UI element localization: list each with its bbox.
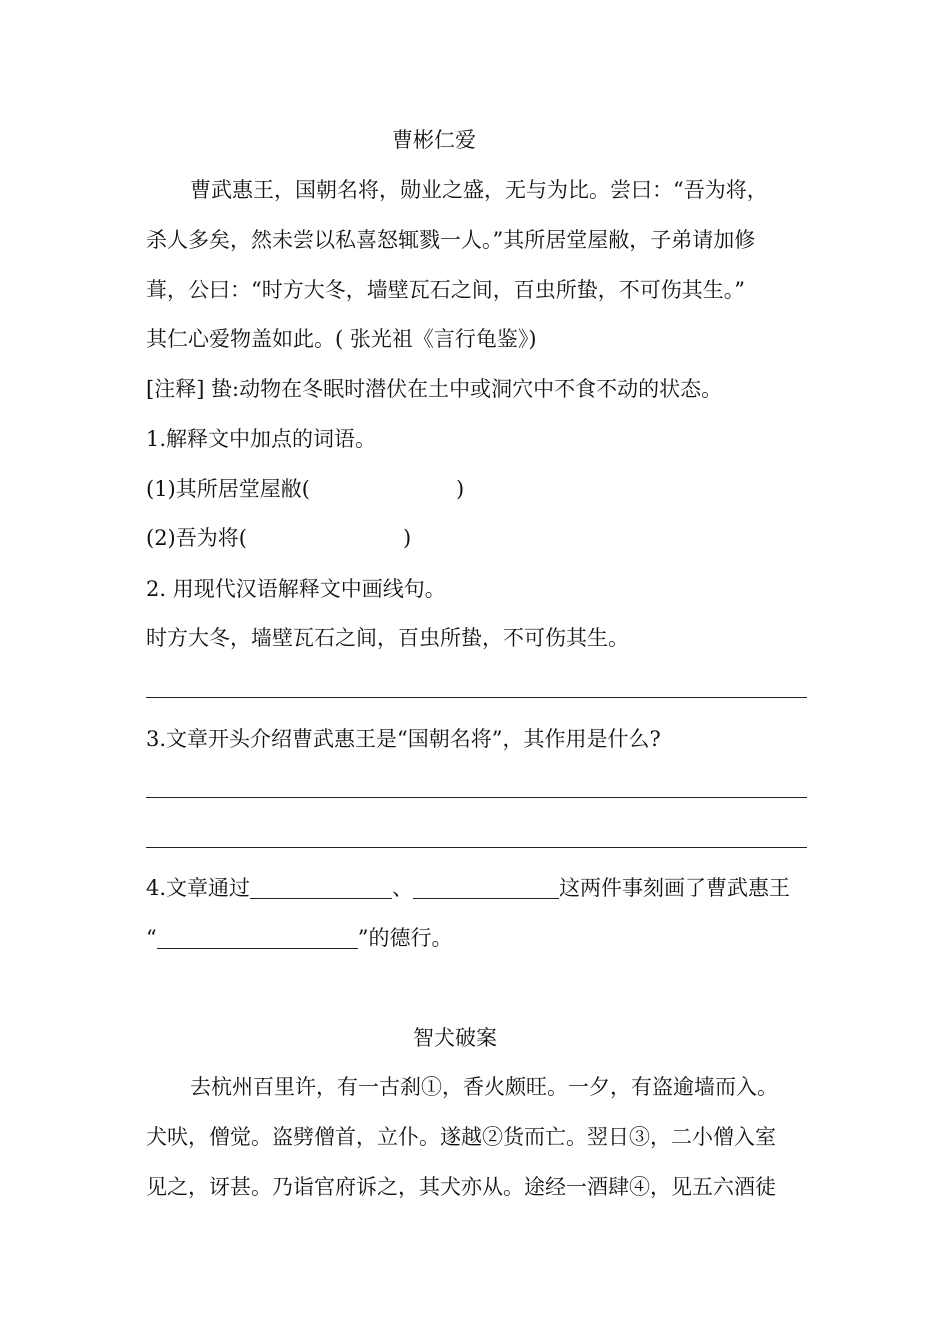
q2-answer-line[interactable]: [146, 697, 807, 698]
q4-separator: 、: [392, 876, 414, 900]
q4-quote-open: “: [146, 926, 157, 950]
q4-blank-1[interactable]: [250, 876, 392, 899]
passage1-line-1: 曹武惠王，国朝名将，勋业之盛，无与为比。尝曰：“吾为将，: [190, 178, 768, 202]
q4-blank-3[interactable]: [157, 926, 358, 949]
q1-item-1-text: (1)其所居堂屋敝(: [146, 477, 310, 501]
q4-blank-2[interactable]: [413, 876, 559, 899]
q1-item-2-text: (2)吾为将(: [146, 526, 247, 550]
passage1-note: [注释] 蛰:动物在冬眠时潜伏在土中或洞穴中不食不动的状态。: [146, 377, 723, 401]
passage1-title: 曹彬仁爱: [392, 128, 476, 152]
q4-text-2: 这两件事刻画了曹武惠王: [559, 876, 791, 900]
q4-text-1: 4.文章通过: [146, 876, 251, 900]
q4-line-2: [146, 924, 808, 952]
passage2-title: 智犬破案: [413, 1026, 497, 1050]
q4-line-1: [146, 874, 808, 902]
passage2-line-1: 去杭州百里许，有一古刹①，香火颇旺。一夕，有盗逾墙而入。: [190, 1075, 778, 1099]
passage2-line-2: 犬吠，僧觉。盗劈僧首，立仆。遂越②货而亡。翌日③，二小僧入室: [146, 1125, 776, 1149]
q1-item-2-close: ): [402, 526, 412, 550]
q1-item-2: [146, 524, 808, 552]
q3-answer-line-2[interactable]: [146, 847, 807, 848]
passage2-line-3: 见之，讶甚。乃诣官府诉之，其犬亦从。途经一酒肆④，见五六酒徒: [146, 1175, 776, 1199]
q2-prompt: 2. 用现代汉语解释文中画线句。: [146, 577, 446, 601]
q1-prompt: 1.解释文中加点的词语。: [146, 427, 377, 451]
passage1-line-4: 其仁心爱物盖如此。( 张光祖《言行龟鉴》): [146, 327, 537, 351]
q2-sentence: 时方大冬，墙壁瓦石之间，百虫所蛰，不可伤其生。: [146, 626, 629, 650]
q3-answer-line-1[interactable]: [146, 797, 807, 798]
q3-prompt: 3.文章开头介绍曹武惠王是“国朝名将”，其作用是什么?: [146, 727, 661, 751]
q4-text-3: ”的德行。: [357, 926, 453, 950]
passage1-line-3: 葺，公曰：“时方大冬，墙壁瓦石之间，百虫所蛰，不可伤其生。”: [146, 278, 745, 302]
passage1-line-2: 杀人多矣，然未尝以私喜怒辄戮一人。”其所居堂屋敝，子弟请加修: [146, 228, 756, 252]
q1-item-1: [146, 475, 808, 503]
q1-item-1-close: ): [455, 477, 465, 501]
